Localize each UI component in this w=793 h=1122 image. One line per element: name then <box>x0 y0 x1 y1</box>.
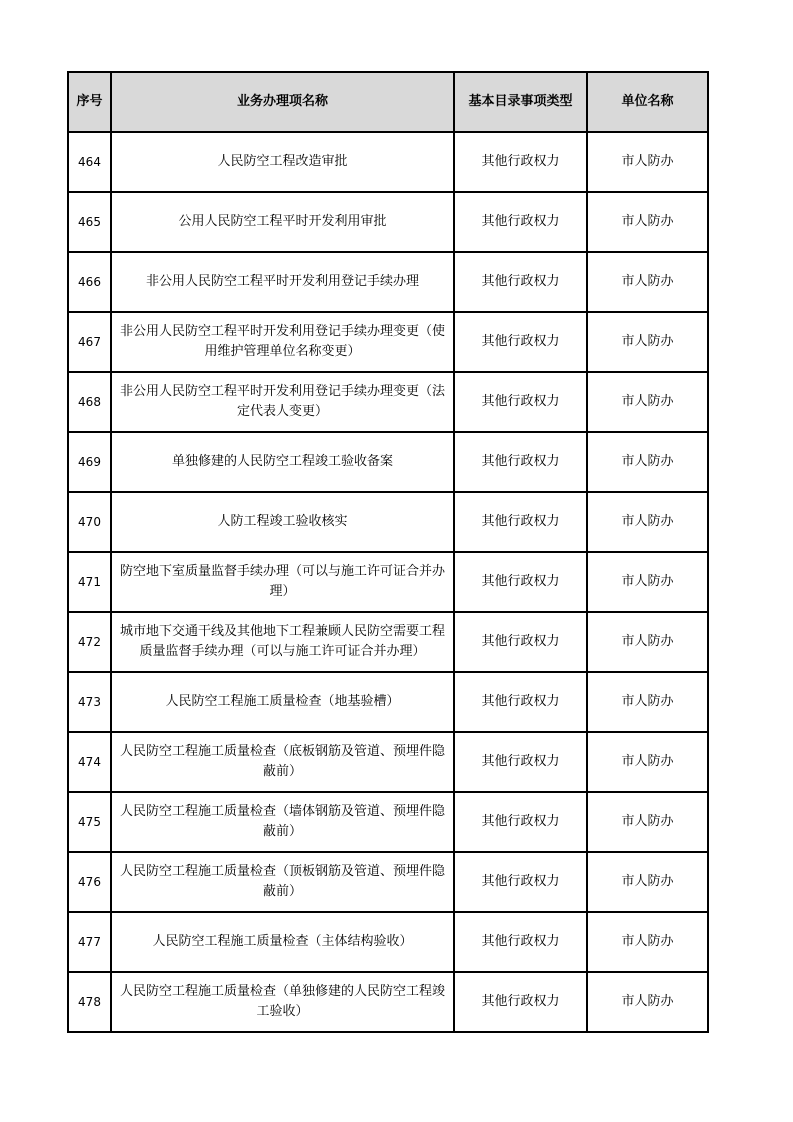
row-number: 473 <box>68 672 111 732</box>
row-item-type: 其他行政权力 <box>454 972 587 1032</box>
header-unit-name: 单位名称 <box>587 72 708 132</box>
row-unit-name: 市人防办 <box>587 132 708 192</box>
table-row <box>68 492 708 552</box>
table-row <box>68 312 708 372</box>
table-row <box>68 792 708 852</box>
row-unit-name: 市人防办 <box>587 432 708 492</box>
row-unit-name: 市人防办 <box>587 372 708 432</box>
table-header-row <box>68 72 708 132</box>
row-item-type: 其他行政权力 <box>454 612 587 672</box>
row-item-type: 其他行政权力 <box>454 492 587 552</box>
table-row <box>68 852 708 912</box>
table-row <box>68 552 708 612</box>
row-unit-name: 市人防办 <box>587 252 708 312</box>
row-unit-name: 市人防办 <box>587 732 708 792</box>
row-number: 478 <box>68 972 111 1032</box>
row-item-type: 其他行政权力 <box>454 432 587 492</box>
row-unit-name: 市人防办 <box>587 792 708 852</box>
row-number: 466 <box>68 252 111 312</box>
row-number: 469 <box>68 432 111 492</box>
row-item-name: 人民防空工程改造审批 <box>111 132 454 192</box>
row-item-type: 其他行政权力 <box>454 372 587 432</box>
header-item-name: 业务办理项名称 <box>111 72 454 132</box>
row-item-name: 单独修建的人民防空工程竣工验收备案 <box>111 432 454 492</box>
table-row <box>68 132 708 192</box>
row-item-name: 人民防空工程施工质量检查（主体结构验收） <box>111 912 454 972</box>
row-number: 475 <box>68 792 111 852</box>
row-unit-name: 市人防办 <box>587 552 708 612</box>
row-unit-name: 市人防办 <box>587 612 708 672</box>
row-item-name: 人民防空工程施工质量检查（墙体钢筋及管道、预埋件隐蔽前） <box>111 792 454 852</box>
table-row <box>68 732 708 792</box>
row-item-name: 人民防空工程施工质量检查（顶板钢筋及管道、预埋件隐蔽前） <box>111 852 454 912</box>
table-row <box>68 972 708 1032</box>
table-row <box>68 912 708 972</box>
table-row <box>68 672 708 732</box>
row-number: 472 <box>68 612 111 672</box>
table-row <box>68 192 708 252</box>
row-number: 477 <box>68 912 111 972</box>
row-unit-name: 市人防办 <box>587 912 708 972</box>
row-number: 464 <box>68 132 111 192</box>
row-item-type: 其他行政权力 <box>454 132 587 192</box>
row-item-type: 其他行政权力 <box>454 732 587 792</box>
row-item-name: 非公用人民防空工程平时开发利用登记手续办理变更（使用维护管理单位名称变更） <box>111 312 454 372</box>
table-row <box>68 432 708 492</box>
row-item-type: 其他行政权力 <box>454 192 587 252</box>
row-number: 471 <box>68 552 111 612</box>
row-item-name: 非公用人民防空工程平时开发利用登记手续办理 <box>111 252 454 312</box>
row-unit-name: 市人防办 <box>587 192 708 252</box>
row-unit-name: 市人防办 <box>587 492 708 552</box>
header-serial-number: 序号 <box>68 72 111 132</box>
table-row <box>68 252 708 312</box>
row-item-type: 其他行政权力 <box>454 252 587 312</box>
row-item-name: 城市地下交通干线及其他地下工程兼顾人民防空需要工程质量监督手续办理（可以与施工许可证合并办理） <box>111 612 454 672</box>
row-number: 468 <box>68 372 111 432</box>
row-item-name: 公用人民防空工程平时开发利用审批 <box>111 192 454 252</box>
row-item-type: 其他行政权力 <box>454 312 587 372</box>
row-item-name: 人民防空工程施工质量检查（地基验槽） <box>111 672 454 732</box>
row-unit-name: 市人防办 <box>587 672 708 732</box>
service-items-table <box>67 71 709 1033</box>
row-item-type: 其他行政权力 <box>454 912 587 972</box>
row-item-type: 其他行政权力 <box>454 792 587 852</box>
row-item-name: 非公用人民防空工程平时开发利用登记手续办理变更（法定代表人变更） <box>111 372 454 432</box>
row-unit-name: 市人防办 <box>587 972 708 1032</box>
row-item-name: 人防工程竣工验收核实 <box>111 492 454 552</box>
table-row <box>68 612 708 672</box>
row-number: 465 <box>68 192 111 252</box>
row-number: 476 <box>68 852 111 912</box>
row-item-name: 防空地下室质量监督手续办理（可以与施工许可证合并办理） <box>111 552 454 612</box>
row-item-name: 人民防空工程施工质量检查（底板钢筋及管道、预埋件隐蔽前） <box>111 732 454 792</box>
row-number: 474 <box>68 732 111 792</box>
table-row <box>68 372 708 432</box>
header-item-type: 基本目录事项类型 <box>454 72 587 132</box>
row-number: 470 <box>68 492 111 552</box>
row-item-type: 其他行政权力 <box>454 552 587 612</box>
row-unit-name: 市人防办 <box>587 852 708 912</box>
row-item-type: 其他行政权力 <box>454 852 587 912</box>
row-item-type: 其他行政权力 <box>454 672 587 732</box>
row-unit-name: 市人防办 <box>587 312 708 372</box>
row-number: 467 <box>68 312 111 372</box>
row-item-name: 人民防空工程施工质量检查（单独修建的人民防空工程竣工验收） <box>111 972 454 1032</box>
